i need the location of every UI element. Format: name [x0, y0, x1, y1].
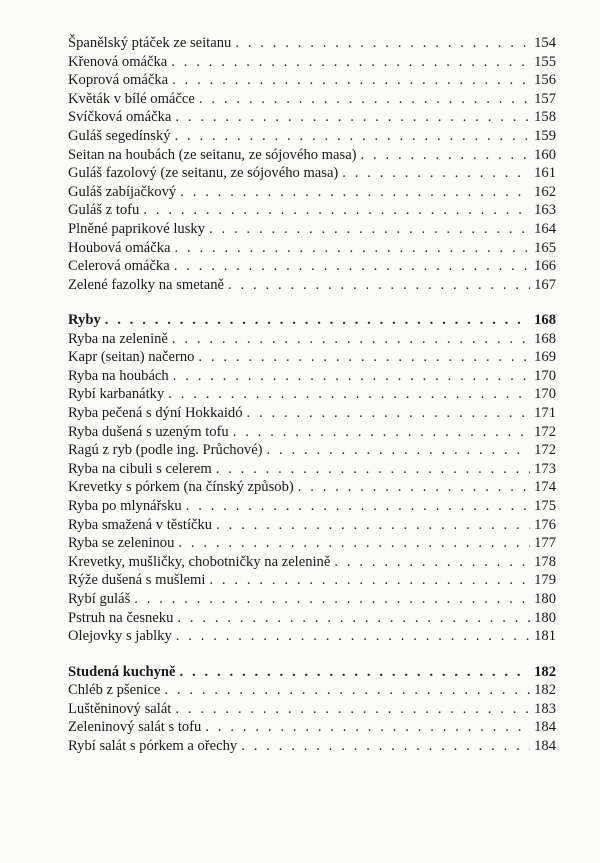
toc-section-studena-kuchyne [68, 663, 556, 756]
dot-leader [298, 478, 530, 497]
dot-leader [233, 423, 530, 442]
toc-section-ryby [68, 311, 556, 646]
entry-page: 156 [534, 72, 556, 89]
entry-page: 167 [534, 276, 556, 293]
toc-entry [68, 90, 556, 109]
dot-leader [199, 90, 530, 109]
dot-leader [216, 460, 530, 479]
dot-leader [171, 53, 530, 72]
toc-entry [68, 201, 556, 220]
entry-title: Ragú z ryb (podle ing. Průchové) [68, 442, 263, 459]
entry-title: Ryba po mlynářsku [68, 498, 182, 515]
entry-title: Krevetky s pórkem (na čínský způsob) [68, 479, 294, 496]
dot-leader [235, 34, 530, 53]
toc-entry [68, 478, 556, 497]
toc-entry [68, 534, 556, 553]
dot-leader [143, 201, 530, 220]
entry-page: 180 [534, 609, 556, 626]
toc-entry [68, 609, 556, 628]
entry-page: 162 [534, 183, 556, 200]
entry-page: 171 [534, 405, 556, 422]
toc-entry [68, 627, 556, 646]
entry-page: 163 [534, 202, 556, 219]
entry-title: Krevetky, mušličky, chobotničky na zelenině [68, 553, 331, 570]
toc-entry [68, 53, 556, 72]
dot-leader [175, 108, 530, 127]
heading-title: Studená kuchyně [68, 663, 176, 680]
entry-title: Koprová omáčka [68, 72, 169, 89]
toc-entry [68, 737, 556, 756]
dot-leader [175, 700, 530, 719]
entry-title: Zelené fazolky na smetaně [68, 276, 224, 293]
dot-leader [164, 681, 530, 700]
toc-section-sauces [68, 34, 556, 294]
entry-page: 154 [534, 35, 556, 51]
entry-page: 184 [534, 737, 556, 754]
toc-entry [68, 164, 556, 183]
entry-page: 175 [534, 498, 556, 515]
toc-entry [68, 348, 556, 367]
entry-title: Guláš zabíjačkový [68, 183, 177, 200]
entry-title: Houbová omáčka [68, 239, 171, 256]
entry-title: Pstruh na česneku [68, 609, 174, 626]
entry-title: Ryba pečená s dýní Hokkaidó [68, 405, 243, 422]
toc-entry [68, 423, 556, 442]
heading-page: 182 [534, 663, 556, 680]
toc-entry [68, 127, 556, 146]
dot-leader [342, 164, 530, 183]
toc-entry [68, 71, 556, 90]
entry-title: Rybí karbanátky [68, 386, 165, 403]
entry-page: 161 [534, 165, 556, 182]
section-heading [68, 311, 556, 330]
entry-page: 164 [534, 220, 556, 237]
dot-leader [205, 718, 530, 737]
dot-leader [175, 239, 531, 258]
entry-page: 177 [534, 535, 556, 552]
entry-page: 174 [534, 479, 556, 496]
toc-entry [68, 590, 556, 609]
entry-page: 168 [534, 330, 556, 347]
toc-entry [68, 330, 556, 349]
toc-entry [68, 718, 556, 737]
dot-leader [178, 534, 530, 553]
entry-page: 180 [534, 591, 556, 608]
dot-leader [198, 348, 530, 367]
dot-leader [209, 571, 530, 590]
toc-entry [68, 239, 556, 258]
entry-title: Španělský ptáček ze seitanu [68, 35, 232, 51]
toc-entry [68, 553, 556, 572]
entry-title: Seitan na houbách (ze seitanu, ze sójového masa) [68, 146, 357, 163]
entry-title: Plněné paprikové lusky [68, 220, 205, 237]
entry-title: Ryba smažená v těstíčku [68, 516, 213, 533]
entry-title: Kapr (seitan) načerno [68, 349, 195, 366]
entry-page: 181 [534, 628, 556, 645]
toc-entry [68, 257, 556, 276]
dot-leader [176, 627, 530, 646]
dot-leader [267, 441, 531, 460]
heading-page: 168 [534, 312, 556, 329]
dot-leader [105, 311, 530, 330]
section-gap [68, 646, 556, 663]
entry-title: Rybí salát s pórkem a ořechy [68, 737, 238, 754]
dot-leader [209, 220, 530, 239]
toc-entry [68, 220, 556, 239]
dot-leader [180, 183, 530, 202]
entry-title: Olejovky s jablky [68, 628, 172, 645]
entry-title: Guláš fazolový (ze seitanu, ze sójového masa) [68, 165, 339, 182]
dot-leader [174, 257, 530, 276]
entry-page: 169 [534, 349, 556, 366]
entry-title: Ryba na cibuli s celerem [68, 460, 212, 477]
dot-leader [173, 367, 530, 386]
entry-page: 166 [534, 258, 556, 275]
toc-entry [68, 108, 556, 127]
toc-entry [68, 497, 556, 516]
entry-title: Ryba dušená s uzeným tofu [68, 423, 229, 440]
entry-title: Celerová omáčka [68, 258, 170, 275]
entry-title: Luštěninový salát [68, 700, 172, 717]
dot-leader [134, 590, 530, 609]
toc-entry [68, 441, 556, 460]
entry-page: 170 [534, 386, 556, 403]
toc-entry [68, 276, 556, 295]
toc-entry [68, 385, 556, 404]
table-of-contents [68, 34, 556, 756]
entry-page: 176 [534, 516, 556, 533]
entry-title: Zeleninový salát s tofu [68, 719, 202, 736]
entry-title: Květák v bílé omáčce [68, 90, 195, 107]
dot-leader [228, 276, 530, 295]
toc-entry [68, 516, 556, 535]
entry-page: 173 [534, 460, 556, 477]
entry-page: 184 [534, 719, 556, 736]
toc-entry [68, 571, 556, 590]
entry-title: Rybí guláš [68, 591, 131, 608]
toc-entry [68, 367, 556, 386]
entry-title: Guláš z tofu [68, 202, 140, 219]
toc-entry [68, 460, 556, 479]
entry-title: Křenová omáčka [68, 53, 168, 70]
entry-page: 159 [534, 127, 556, 144]
toc-entry [68, 146, 556, 165]
entry-title: Svíčková omáčka [68, 109, 172, 126]
section-gap [68, 294, 556, 311]
toc-entry [68, 681, 556, 700]
entry-page: 182 [534, 682, 556, 699]
entry-page: 165 [534, 239, 556, 256]
dot-leader [247, 404, 531, 423]
entry-page: 172 [534, 423, 556, 440]
entry-title: Rýže dušená s mušlemi [68, 572, 206, 589]
dot-leader [172, 71, 530, 90]
entry-page: 160 [534, 146, 556, 163]
toc-entry [68, 404, 556, 423]
entry-title: Ryba na zelenině [68, 330, 168, 347]
dot-leader [334, 553, 530, 572]
entry-page: 178 [534, 553, 556, 570]
entry-title: Ryba na houbách [68, 367, 169, 384]
toc-entry [68, 700, 556, 719]
entry-title: Guláš segedínský [68, 127, 171, 144]
dot-leader [179, 663, 530, 682]
entry-page: 179 [534, 572, 556, 589]
entry-page: 157 [534, 90, 556, 107]
dot-leader [177, 609, 530, 628]
toc-entry [68, 183, 556, 202]
dot-leader [241, 737, 530, 756]
dot-leader [216, 516, 530, 535]
dot-leader [361, 146, 531, 165]
dot-leader [175, 127, 531, 146]
section-heading [68, 663, 556, 682]
heading-title: Ryby [68, 312, 101, 329]
entry-page: 158 [534, 109, 556, 126]
entry-page: 170 [534, 367, 556, 384]
entry-page: 183 [534, 700, 556, 717]
entry-page: 172 [534, 442, 556, 459]
entry-title: Ryba se zeleninou [68, 535, 175, 552]
entry-page: 155 [534, 53, 556, 70]
entry-title: Chléb z pšenice [68, 682, 161, 699]
toc-entry [68, 34, 556, 53]
dot-leader [172, 330, 530, 349]
dot-leader [186, 497, 530, 516]
dot-leader [168, 385, 530, 404]
